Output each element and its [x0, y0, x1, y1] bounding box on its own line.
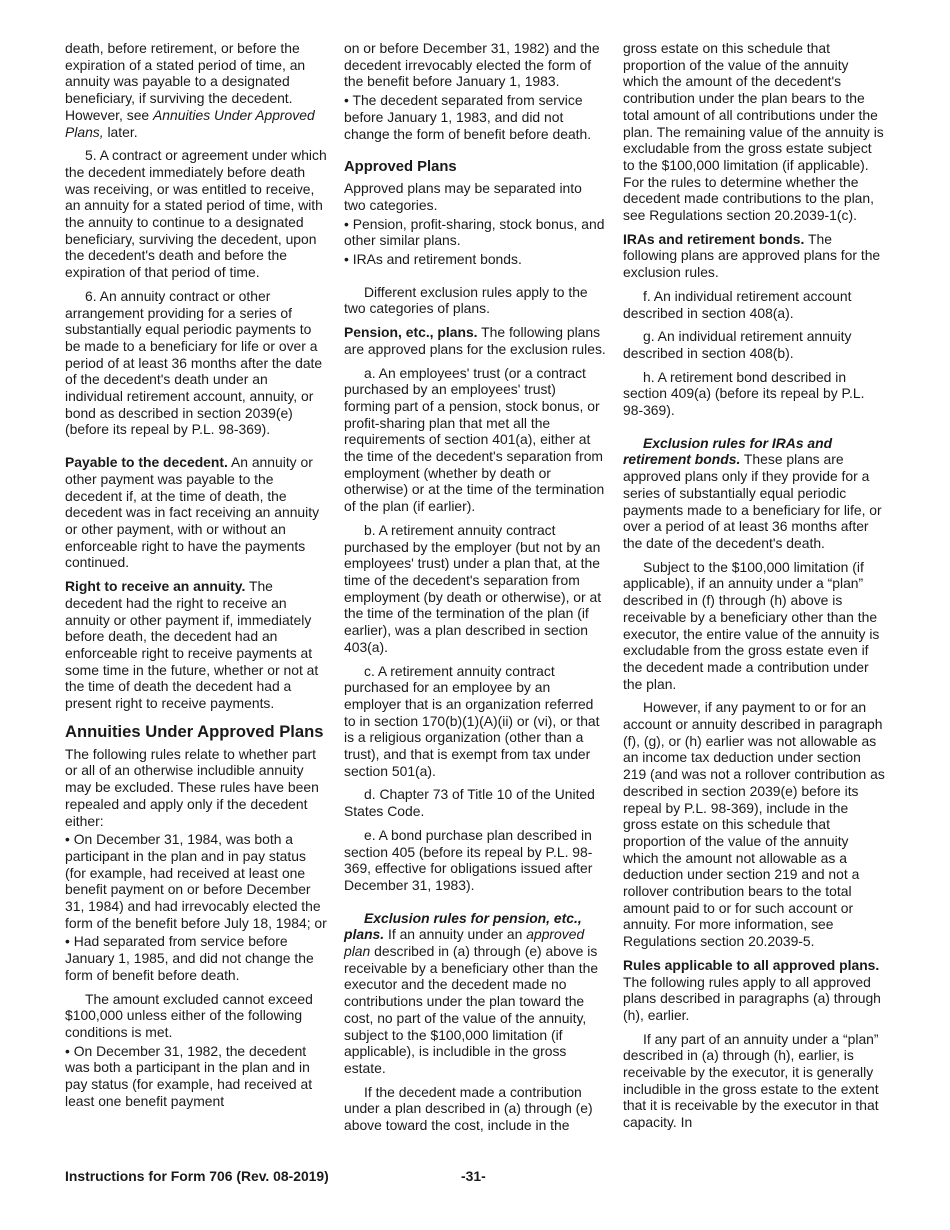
bullet-item: • Pension, profit-sharing, stock bonus, and other similar plans.: [344, 215, 605, 249]
column-3: [623, 40, 885, 1138]
bullet-item: • The decedent separated from service before January 1, 1983, and did not change the form of benefit before death.: [344, 92, 592, 142]
item-5: 5. A contract or agreement under which the decedent immediately before death was receiving, or was entitled to receive, an annuity for a stated period of time, with the annuity to continue to a designated beneficiary, surviving the decedent, upon the decedent's death and before the expiration of that period of time.: [65, 147, 327, 281]
however-paragraph: However, if any payment to or for an account or annuity described in paragraph (f), (g), or (h) earlier was not allowable as an income tax deduction under section 219 (and was not a rollover contribution as described in section 2039(e) before its repeal by P.L. 98-369), include in the gross estate on this schedule that proportion of the value of the annuity which the amount not allowable as a deduction under section 219 and not a rollover contribution bears to the total amount paid to or for such account or annuity. For more information, see Regulations section 20.2039-5.: [623, 699, 885, 950]
bullet-item: • On December 31, 1982, the decedent was both a participant in the plan and in pay status (for example, had received at least one benefit payment: [65, 1042, 313, 1109]
approved-plans-heading: Approved Plans: [344, 159, 457, 176]
payable-paragraph: Payable to the decedent. An annuity or other payment was payable to the decedent if, at the time of death, the decedent was in fact receiving an annuity or other payment, with or without an enforceable right to have the payments continued.: [65, 454, 320, 571]
rules-all-heading: Rules applicable to all approved plans.: [623, 956, 880, 973]
approved-intro: Approved plans may be separated into two categories.: [344, 180, 582, 213]
bullet-item: • On December 31, 1984, was both a participant in the plan and in pay status (for example, had received at least one benefit payment on or before December 31, 1984) and had irrevocably elected the form of the benefit before July 18, 1984; or: [65, 831, 327, 931]
right-paragraph: Right to receive an annuity. The decedent had the right to receive an annuity or other payment if, immediately before death, the decedent had an enforceable right to receive payments at some time in the future, whether or not at the time of death the decedent had a present right to receive payments.: [65, 578, 319, 712]
item-6: 6. An annuity contract or other arrangement providing for a series of substantially equal periodic payments to be made to a beneficiary for life or over a period of at least 36 months after the date of the decedent's death under an individual retirement account, annuity, or bond as described in section 2039(e) (before its repeal by P.L. 98-369).: [65, 287, 323, 438]
item-a: a. An employees' trust (or a contract purchased by an employees' trust) forming part of a pension, stock bonus, or profit-sharing plan that met all the requirements of section 401(a), either at the time of the decedent's separation from employment (whether by death or otherwise) or at the time of the termination of the plan (if earlier).: [344, 364, 605, 515]
section-title: Annuities Under Approved Plans: [65, 721, 324, 741]
cross-reference: Annuities Under Approved Plans,: [65, 106, 315, 140]
exclusion-ira-heading: Exclusion rules for IRAs and retirement bonds.: [623, 434, 833, 468]
paragraph-continued: on or before December 31, 1982) and the decedent irrevocably elected the form of the benefit before January 1, 1983.: [344, 40, 600, 90]
column-2: [344, 40, 606, 1141]
pension-paragraph: Pension, etc., plans. The following plans are approved plans for the exclusion rules.: [344, 324, 606, 357]
contribution-paragraph: If the decedent made a contribution under a plan described in (a) through (e) above toward the cost, include in the: [344, 1083, 593, 1134]
executor-paragraph: If any part of an annuity under a “plan” described in (a) through (h), earlier, is receivable by the executor, it is generally includible in the gross estate to the extent that it is receivable by the executor in that capacity. In: [623, 1030, 879, 1131]
form-title: Instructions for Form 706 (Rev. 08-2019): [65, 1168, 329, 1184]
item-f: f. An individual retirement account described in section 408(a).: [623, 287, 852, 321]
exclusion-ira-paragraph: Exclusion rules for IRAs and retirement bonds. These plans are approved plans only if they provide for a series of substantially equal periodic payments made to a beneficiary for life, or over a period of at least 36 months after the date of the decedent's death.: [623, 434, 882, 551]
different-rules: Different exclusion rules apply to the two categories of plans.: [344, 283, 588, 317]
page-number: -31-: [461, 1168, 486, 1184]
right-heading: Right to receive an annuity.: [65, 578, 246, 595]
pension-heading: Pension, etc., plans.: [344, 324, 478, 341]
paragraph-continued: death, before retirement, or before the expiration of a stated period of time, an annuity was payable to a designated beneficiary, if surviving the decedent. However, see Annuities Under Approved Plans, later.: [65, 40, 315, 140]
rules-intro: The following rules relate to whether part or all of an otherwise includible annuity may be excluded. These rules have been repealed and apply only if the decedent either:: [65, 745, 319, 829]
bullet-item: • IRAs and retirement bonds.: [344, 251, 522, 268]
page-footer: [65, 1168, 885, 1188]
item-h: h. A retirement bond described in section 409(a) (before its repeal by P.L. 98-369).: [623, 368, 865, 419]
item-g: g. An individual retirement annuity described in section 408(b).: [623, 328, 852, 361]
amount-paragraph: The amount excluded cannot exceed $100,000 unless either of the following conditions is met.: [65, 990, 313, 1040]
ira-paragraph: IRAs and retirement bonds. The following plans are approved plans for the exclusion rules.: [623, 230, 881, 281]
bullet-item: • Had separated from service before January 1, 1985, and did not change the form of benefit before death.: [65, 933, 314, 983]
column-1: [65, 40, 327, 1116]
paragraph-continued: gross estate on this schedule that proportion of the value of the annuity which the amount of the decedent's contribution under the plan bears to the total amount of all contributions under the plan. The remaining value of the annuity is excludable from the gross estate subject to the $100,000 limitation (if applicable). For the rules to determine whether the decedent made contributions to the plan, see Regulations section 20.2039-1(c).: [623, 40, 884, 224]
item-e: e. A bond purchase plan described in section 405 (before its repeal by P.L. 98-369, effective for obligations issued after December 31, 1983).: [344, 826, 593, 893]
ira-heading: IRAs and retirement bonds.: [623, 230, 805, 247]
rules-all-paragraph: Rules applicable to all approved plans. The following rules apply to all approved plans described in paragraphs (a) through (h), earlier.: [623, 956, 881, 1023]
payable-heading: Payable to the decedent.: [65, 454, 228, 471]
exclusion-pension-paragraph: Exclusion rules for pension, etc., plans. If an annuity under an approved plan described in (a) through (e) above is receivable by a beneficiary other than the executor and the decedent made no contributions under the plan toward the cost, no part of the value of the annuity, subject to the $100,000 limitation (if applicable), is includible in the gross estate.: [344, 909, 599, 1076]
item-c: c. A retirement annuity contract purchased for an employee by an employer that is an organization referred to in section 170(b)(1)(A)(ii) or (vi), or that is a religious organization (other than a trust), and that is exempt from tax under section 501(a).: [344, 662, 600, 779]
item-b: b. A retirement annuity contract purchased by the employer (but not by an employees' trust) under a plan that, at the time of the decedent's separation from employment (by death or otherwise), or at the time of the termination of the plan (if earlier), was a plan described in section 403(a).: [344, 521, 602, 655]
exclusion-pension-heading: Exclusion rules for pension, etc., plans.: [344, 909, 582, 943]
subject-paragraph: Subject to the $100,000 limitation (if applicable), if an annuity under a “plan” described in (f) through (h) above is receivable by a beneficiary other than the executor, the entire value of the annuity is excludable from the gross estate even if the decedent made a contribution under the plan.: [623, 558, 880, 692]
item-d: d. Chapter 73 of Title 10 of the United States Code.: [344, 786, 595, 820]
